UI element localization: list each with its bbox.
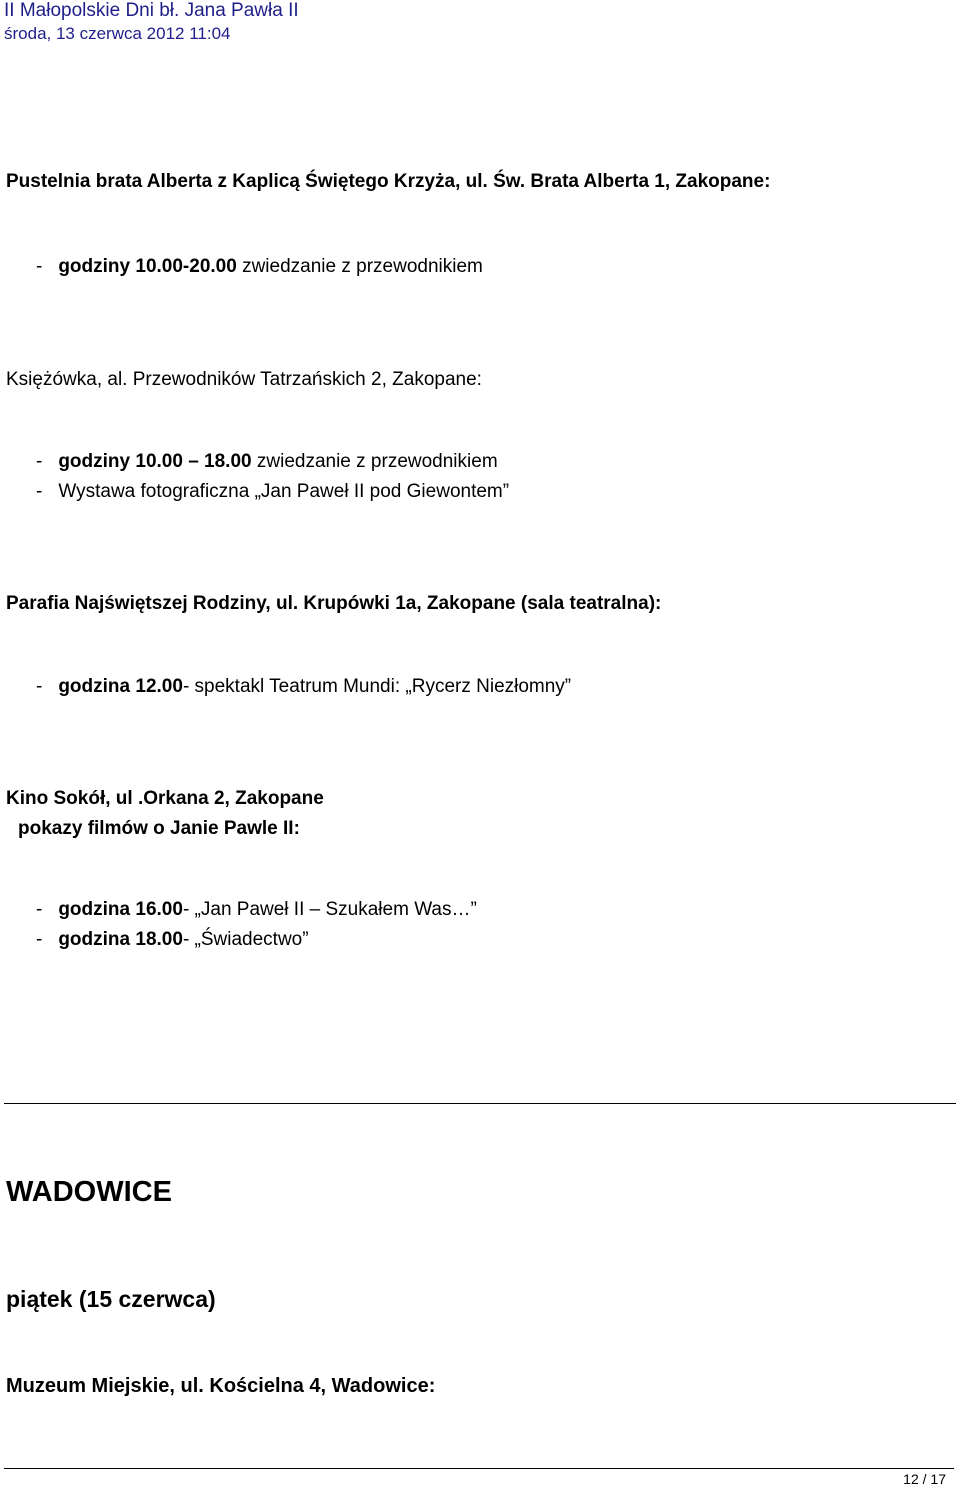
footer-rule xyxy=(4,1468,954,1469)
event-description: - spektakl Teatrum Mundi: „Rycerz Niezłomny” xyxy=(182,676,572,697)
section-divider xyxy=(4,1103,956,1104)
schedule-line xyxy=(36,481,509,503)
list-dash: - xyxy=(36,451,43,472)
list-dash: - xyxy=(36,256,43,277)
section-day-heading: piątek (15 czerwca) xyxy=(6,1286,216,1312)
document-date: środa, 13 czerwca 2012 11:04 xyxy=(4,24,231,43)
venue-ksiezowka-title: Księżówka, al. Przewodników Tatrzańskich 2, Zakopane: xyxy=(6,369,482,390)
schedule-line xyxy=(36,899,477,921)
schedule-line xyxy=(36,929,309,951)
event-description: zwiedzanie z przewodnikiem xyxy=(251,451,498,472)
event-description: Wystawa fotograficzna „Jan Paweł II pod Giewontem” xyxy=(58,481,510,502)
list-dash: - xyxy=(36,481,43,502)
event-description: - „Świadectwo” xyxy=(182,929,309,950)
time-range: godziny 10.00-20.00 xyxy=(58,256,237,277)
document-title: II Małopolskie Dni bł. Jana Pawła II xyxy=(4,0,299,21)
schedule-line xyxy=(36,256,483,278)
section-city-heading: WADOWICE xyxy=(6,1176,172,1208)
venue-kino-subtitle: pokazy filmów o Janie Pawle II: xyxy=(18,818,300,839)
schedule-line xyxy=(36,676,571,698)
list-dash: - xyxy=(36,929,43,950)
time-range: godzina 18.00 xyxy=(58,929,183,950)
list-dash: - xyxy=(36,676,43,697)
venue-pustelnia-title: Pustelnia brata Alberta z Kaplicą Świętego Krzyża, ul. Św. Brata Alberta 1, Zakopane: xyxy=(6,171,771,192)
event-description: - „Jan Paweł II – Szukałem Was…” xyxy=(182,899,477,920)
event-description: zwiedzanie z przewodnikiem xyxy=(236,256,483,277)
time-range: godzina 16.00 xyxy=(58,899,183,920)
page-number: 12 / 17 xyxy=(903,1471,946,1487)
schedule-line xyxy=(36,451,498,473)
list-dash: - xyxy=(36,899,43,920)
venue-muzeum-title: Muzeum Miejskie, ul. Kościelna 4, Wadowice: xyxy=(6,1375,436,1397)
time-range: godzina 12.00 xyxy=(58,676,183,697)
venue-parafia-title: Parafia Najświętszej Rodziny, ul. Krupówki 1a, Zakopane (sala teatralna): xyxy=(6,593,662,614)
venue-kino-title: Kino Sokół, ul .Orkana 2, Zakopane xyxy=(6,788,324,809)
time-range: godziny 10.00 – 18.00 xyxy=(58,451,252,472)
